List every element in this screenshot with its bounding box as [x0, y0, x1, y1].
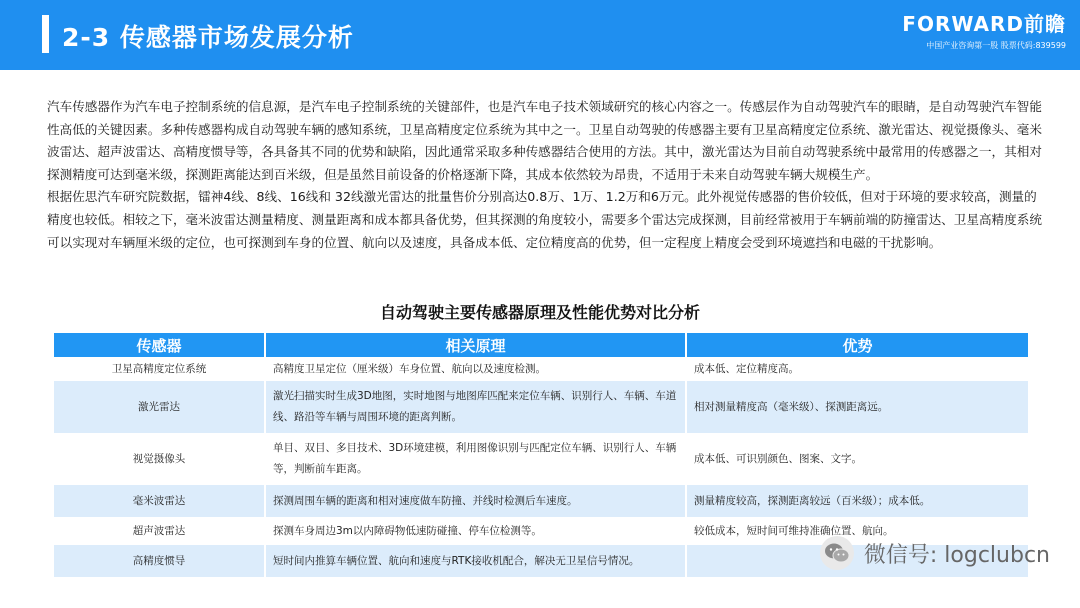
- logo-tagline: 中国产业咨询第一股 股票代码:839599: [926, 41, 1066, 50]
- cell-sensor: 卫星高精度定位系统: [54, 357, 266, 381]
- cell-advantage: 相对测量精度高（毫米级）、探测距离远。: [694, 400, 889, 413]
- cell-principle: 短时间内推算车辆位置、航向和速度与RTK接收机配合，解决无卫星信号情况。: [266, 545, 687, 577]
- wechat-icon: [820, 536, 854, 570]
- table-row: [54, 485, 1028, 517]
- cell-sensor: 激光雷达: [54, 381, 266, 433]
- cell-principle: 高精度卫星定位（厘米级）车身位置、航向以及速度检测。: [266, 357, 687, 381]
- header-advantage: 优势: [687, 333, 1028, 357]
- header-sensor: 传感器: [54, 333, 266, 357]
- cell-principle: 单目、双目、多目技术、3D环境建模，利用图像识别与匹配定位车辆、识别行人、车辆等，判断前车距离。: [266, 433, 687, 485]
- cell-principle: 探测车身周边3m以内障碍物低速防碰撞、停车位检测等。: [266, 517, 687, 545]
- body-text: [47, 96, 1047, 254]
- cell-sensor: 高精度惯导: [54, 545, 266, 577]
- paragraph-1: 汽车传感器作为汽车电子控制系统的信息源，是汽车电子控制系统的关键部件，也是汽车电子技术领域研究的核心内容之一。传感层作为自动驾驶汽车的眼睛，是自动驾驶汽车智能性高低的关键因素。多种传感器构成自动驾驶车辆的感知系统，卫星高精度定位系统为其中之一。卫星自动驾驶的传感器主要有卫星高精度定位系统、激光雷达、视觉摄像头、毫米波雷达、超声波雷达、高精度惯导等，各具备其不同的优势和缺陷，因此通常采取多种传感器结合使用的方法。其中，激光雷达为目前自动驾驶系统中最常用的传感器之一，其相对探测精度可达到毫米级，探测距离能达到百米级，但是虽然目前设备的价格逐渐下降，其成本依然较为昂贵，不适用于未来自动驾驶车辆大规模生产。: [47, 99, 1042, 182]
- cell-sensor: 毫米波雷达: [54, 485, 266, 517]
- title-accent-bar: [42, 15, 49, 53]
- table-header-row: [54, 333, 1028, 357]
- cell-principle: 激光扫描实时生成3D地图，实时地图与地图库匹配来定位车辆、识别行人、车辆、车道线、路沿等车辆与周围环境的距离判断。: [266, 381, 687, 433]
- cell-sensor: 超声波雷达: [54, 517, 266, 545]
- table-title: 自动驾驶主要传感器原理及性能优势对比分析: [379, 303, 700, 322]
- cell-principle: 探测周围车辆的距离和相对速度做车防撞、并线时检测后车速度。: [266, 485, 687, 517]
- cell-advantage: 成本低、定位精度高。: [694, 362, 799, 375]
- page-title: 2-3 传感器市场发展分析: [62, 23, 354, 52]
- header-banner: [0, 0, 1080, 70]
- forward-logo: [866, 12, 1066, 51]
- table-row: [54, 433, 1028, 485]
- paragraph-2: 根据佐思汽车研究院数据，镭神4线、8线、16线和 32线激光雷达的批量售价分别高达0.8万、1万、1.2万和6万元。此外视觉传感器的售价较低，但对于环境的要求较高，测量的精度也较低。相较之下，毫米波雷达测量精度、测量距离和成本都具备优势，但其探测的角度较小，需要多个雷达完成探测，目前经常被用于车辆前端的防撞雷达、卫星高精度系统可以实现对车辆厘米级的定位，也可探测到车身的位置、航向以及速度，具备成本低、定位精度高的优势，但一定程度上精度会受到环境遮挡和电磁的干扰影响。: [47, 189, 1042, 250]
- cell-advantage: 测量精度较高，探测距离较远（百米级）；成本低。: [694, 494, 931, 507]
- logo-wordmark: FORWARD前瞻: [902, 12, 1066, 36]
- cell-sensor: 视觉摄像头: [54, 433, 266, 485]
- wechat-watermark: [820, 536, 1050, 570]
- cell-advantage: 较低成本，短时间可维持准确位置、航向。: [694, 524, 894, 537]
- header-principle: 相关原理: [266, 333, 687, 357]
- cell-advantage: 成本低、可识别颜色、图案、文字。: [694, 452, 862, 465]
- table-row: [54, 381, 1028, 433]
- table-row: [54, 357, 1028, 381]
- watermark-text: 微信号: logclubcn: [863, 542, 1050, 568]
